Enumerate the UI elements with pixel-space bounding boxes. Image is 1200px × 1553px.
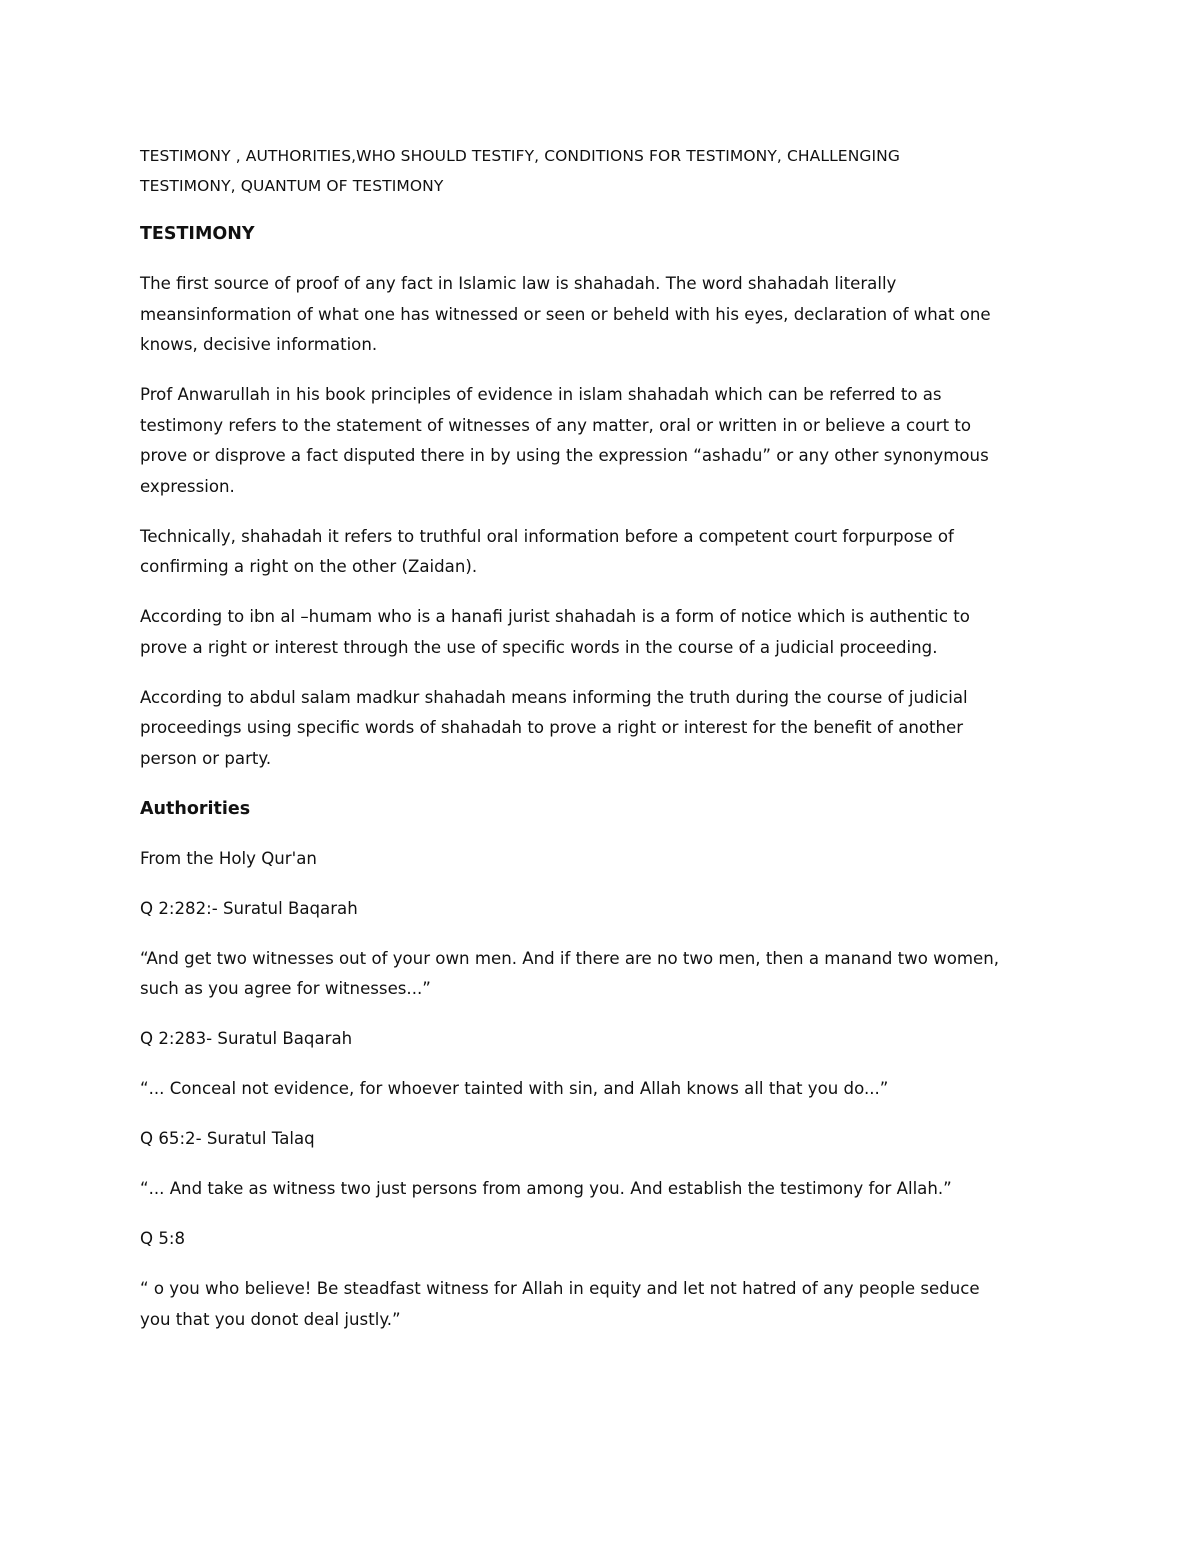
text-line: Prof Anwarullah in his book principles of evidence in islam shahadah which can be referred to as bbox=[140, 385, 942, 404]
text-line: From the Holy Qur'an bbox=[140, 848, 317, 868]
text-line: “And get two witnesses out of your own men. And if there are no two men, then a manand two women, bbox=[140, 948, 1000, 968]
text-line: person or party. bbox=[140, 748, 272, 768]
paragraph bbox=[140, 844, 1065, 875]
text-line: “... Conceal not evidence, for whoever tainted with sin, and Allah knows all that you do...” bbox=[140, 1079, 889, 1098]
text-line: proceedings using specific words of shahadah to prove a right or interest for the benefit of another bbox=[140, 718, 964, 737]
verse-reference bbox=[140, 1124, 1065, 1155]
text-line: Q 2:282:- Suratul Baqarah bbox=[140, 898, 358, 918]
section-heading-authorities: Authorities bbox=[140, 798, 251, 819]
paragraph bbox=[140, 602, 1065, 663]
verse-quote bbox=[140, 944, 1065, 1005]
text-line: such as you agree for witnesses...” bbox=[140, 979, 431, 998]
title-line: TESTIMONY, QUANTUM OF TESTIMONY bbox=[140, 177, 444, 195]
title-line: TESTIMONY , AUTHORITIES,WHO SHOULD TESTIFY, CONDITIONS FOR TESTIMONY, CHALLENGING bbox=[140, 147, 900, 165]
text-line: Q 2:283- Suratul Baqarah bbox=[140, 1029, 353, 1048]
text-line: “... And take as witness two just persons from among you. And establish the testimony for Allah.” bbox=[140, 1179, 952, 1198]
text-line: confirming a right on the other (Zaidan). bbox=[140, 557, 478, 576]
text-line: Technically, shahadah it refers to truthful oral information before a competent court forpurpose of bbox=[140, 526, 954, 546]
paragraph bbox=[140, 683, 1065, 775]
section-heading-testimony: TESTIMONY bbox=[140, 224, 255, 244]
paragraph bbox=[140, 269, 1065, 361]
verse-quote bbox=[140, 1274, 1065, 1335]
text-line: testimony refers to the statement of witnesses of any matter, oral or written in or believe a court to bbox=[140, 415, 972, 435]
text-line: prove a right or interest through the use of specific words in the course of a judicial proceeding. bbox=[140, 637, 938, 657]
text-line: prove or disprove a fact disputed there in by using the expression “ashadu” or any other synonymous bbox=[140, 446, 989, 465]
verse-reference bbox=[140, 1024, 1065, 1055]
verse-reference bbox=[140, 894, 1065, 925]
document-title bbox=[140, 141, 1065, 201]
text-line: Q 5:8 bbox=[140, 1229, 186, 1248]
text-line: The first source of proof of any fact in Islamic law is shahadah. The word shahadah literally bbox=[140, 274, 897, 293]
verse-quote bbox=[140, 1074, 1065, 1105]
paragraph bbox=[140, 522, 1065, 583]
text-line: meansinformation of what one has witnessed or seen or beheld with his eyes, declaration of what one bbox=[140, 304, 991, 324]
verse-quote bbox=[140, 1174, 1065, 1205]
text-line: you that you donot deal justly.” bbox=[140, 1309, 401, 1329]
document-page bbox=[140, 141, 1065, 1355]
text-line: “ o you who believe! Be steadfast witness for Allah in equity and let not hatred of any people seduce bbox=[140, 1279, 980, 1298]
paragraph bbox=[140, 380, 1065, 502]
text-line: According to abdul salam madkur shahadah means informing the truth during the course of judicial bbox=[140, 687, 968, 707]
text-line: expression. bbox=[140, 476, 235, 496]
text-line: Q 65:2- Suratul Talaq bbox=[140, 1129, 315, 1148]
text-line: According to ibn al –humam who is a hanafi jurist shahadah is a form of notice which is authentic to bbox=[140, 607, 970, 626]
text-line: knows, decisive information. bbox=[140, 335, 378, 354]
verse-reference bbox=[140, 1224, 1065, 1255]
